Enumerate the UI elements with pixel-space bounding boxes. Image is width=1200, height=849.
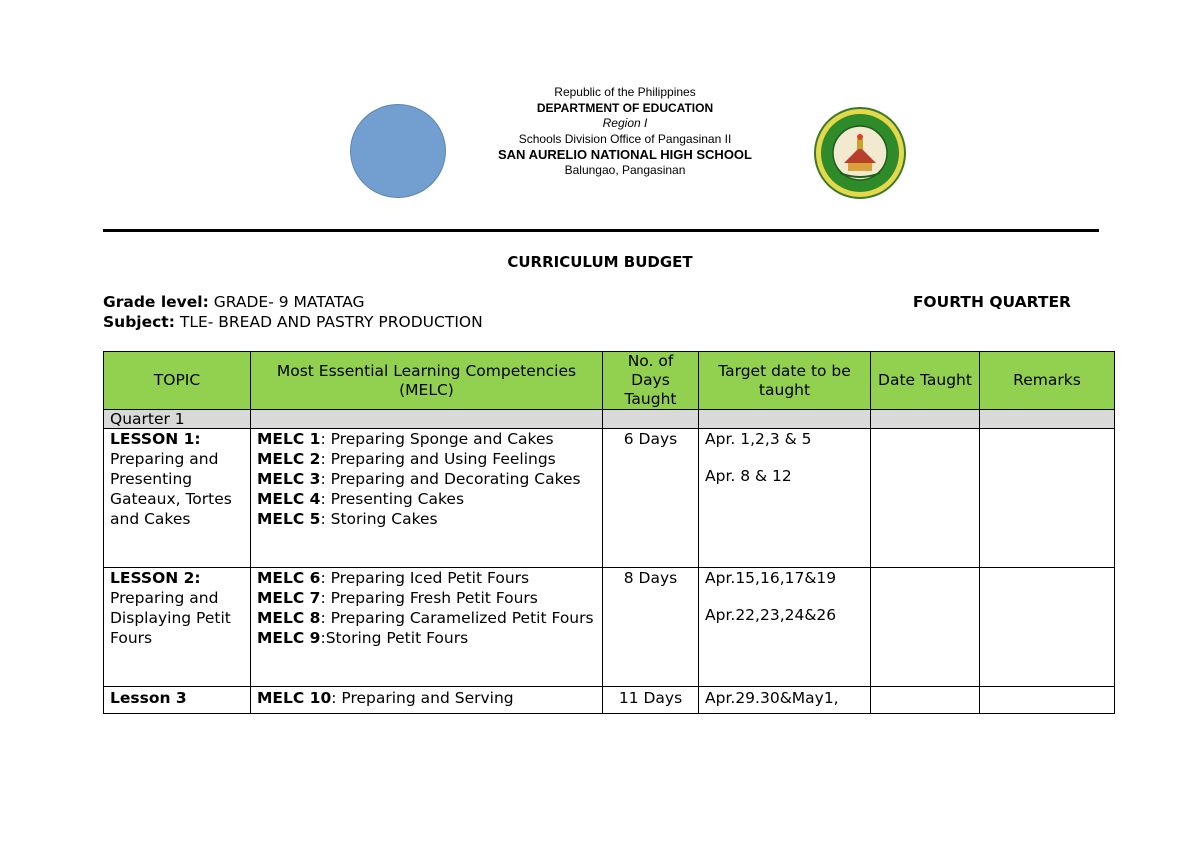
- remarks-cell: [980, 568, 1115, 687]
- remarks-cell: [980, 687, 1115, 714]
- document-title: CURRICULUM BUDGET: [507, 253, 693, 271]
- days-cell: 6 Days: [603, 429, 699, 568]
- melc-item: MELC 8: Preparing Caramelized Petit Fours: [257, 609, 594, 627]
- subject-label: Subject:: [103, 313, 175, 331]
- table-row: [104, 429, 1115, 568]
- date-taught-cell: [871, 568, 980, 687]
- subject-value: TLE- BREAD AND PASTRY PRODUCTION: [174, 313, 483, 331]
- melc-item: MELC 7: Preparing Fresh Petit Fours: [257, 589, 538, 607]
- quarter-row: [104, 410, 1115, 429]
- target-date: Apr.29.30&May1,: [705, 689, 839, 707]
- melc-item: MELC 3: Preparing and Decorating Cakes: [257, 470, 581, 488]
- topic-cell: [104, 687, 251, 714]
- header-days: No. of Days Taught: [603, 352, 699, 410]
- melc-cell: [251, 687, 603, 714]
- quarter-label: FOURTH QUARTER: [912, 293, 1071, 311]
- target-date-cell: [699, 687, 871, 714]
- target-date: Apr. 8 & 12: [705, 467, 792, 485]
- melc-item: MELC 5: Storing Cakes: [257, 510, 438, 528]
- header-remarks: Remarks: [980, 352, 1115, 410]
- grade-level-value: GRADE- 9 MATATAG: [208, 293, 365, 311]
- target-date-cell: [699, 568, 871, 687]
- curriculum-table: [103, 351, 1115, 714]
- melc-item: MELC 9:Storing Petit Fours: [257, 629, 469, 647]
- days-cell: 8 Days: [603, 568, 699, 687]
- melc-cell: [251, 568, 603, 687]
- table-row: [104, 687, 1115, 714]
- deped-logo-placeholder-icon: [350, 104, 446, 198]
- lesson-title: LESSON 2:: [110, 569, 201, 587]
- melc-item: MELC 4: Presenting Cakes: [257, 490, 465, 508]
- topic-cell: [104, 429, 251, 568]
- lesson-title: LESSON 1:: [110, 430, 201, 448]
- header-divider: [103, 229, 1099, 232]
- days-cell: 11 Days: [603, 687, 699, 714]
- melc-cell: [251, 429, 603, 568]
- target-date: Apr.15,16,17&19: [705, 569, 837, 587]
- date-taught-cell: [871, 687, 980, 714]
- lesson-topic: Preparing and Displaying Petit Fours: [110, 589, 231, 647]
- division-line: Schools Division Office of Pangasinan II: [518, 131, 732, 146]
- school-seal-icon: [814, 107, 906, 199]
- grade-level-label: Grade level:: [103, 293, 209, 311]
- date-taught-cell: [871, 429, 980, 568]
- grade-level-line: [103, 293, 365, 311]
- lesson-title: Lesson 3: [110, 689, 187, 707]
- target-date-cell: [699, 429, 871, 568]
- header-date-taught: Date Taught: [871, 352, 980, 410]
- school-name: SAN AURELIO NATIONAL HIGH SCHOOL: [498, 147, 752, 162]
- melc-item: MELC 10: Preparing and Serving: [257, 689, 514, 707]
- header-melc: Most Essential Learning Competencies (MELC): [251, 352, 603, 410]
- lesson-topic: Preparing and Presenting Gateaux, Tortes and Cakes: [110, 450, 232, 528]
- melc-item: MELC 1: Preparing Sponge and Cakes: [257, 430, 554, 448]
- subject-line: [103, 313, 483, 331]
- target-date: Apr. 1,2,3 & 5: [705, 430, 812, 448]
- melc-item: MELC 6: Preparing Iced Petit Fours: [257, 569, 530, 587]
- melc-item: MELC 2: Preparing and Using Feelings: [257, 450, 556, 468]
- region-line: Region I: [602, 116, 648, 130]
- department-line: DEPARTMENT OF EDUCATION: [536, 100, 714, 115]
- address-line: Balungao, Pangasinan: [564, 162, 686, 177]
- school-header: [450, 85, 800, 178]
- table-header-row: [104, 352, 1115, 410]
- header-topic: TOPIC: [104, 352, 251, 410]
- country-line: Republic of the Philippines: [554, 85, 696, 99]
- header-target-date: Target date to be taught: [699, 352, 871, 410]
- remarks-cell: [980, 429, 1115, 568]
- target-date: Apr.22,23,24&26: [705, 606, 837, 624]
- topic-cell: [104, 568, 251, 687]
- quarter-cell: Quarter 1: [104, 410, 251, 429]
- table-row: [104, 568, 1115, 687]
